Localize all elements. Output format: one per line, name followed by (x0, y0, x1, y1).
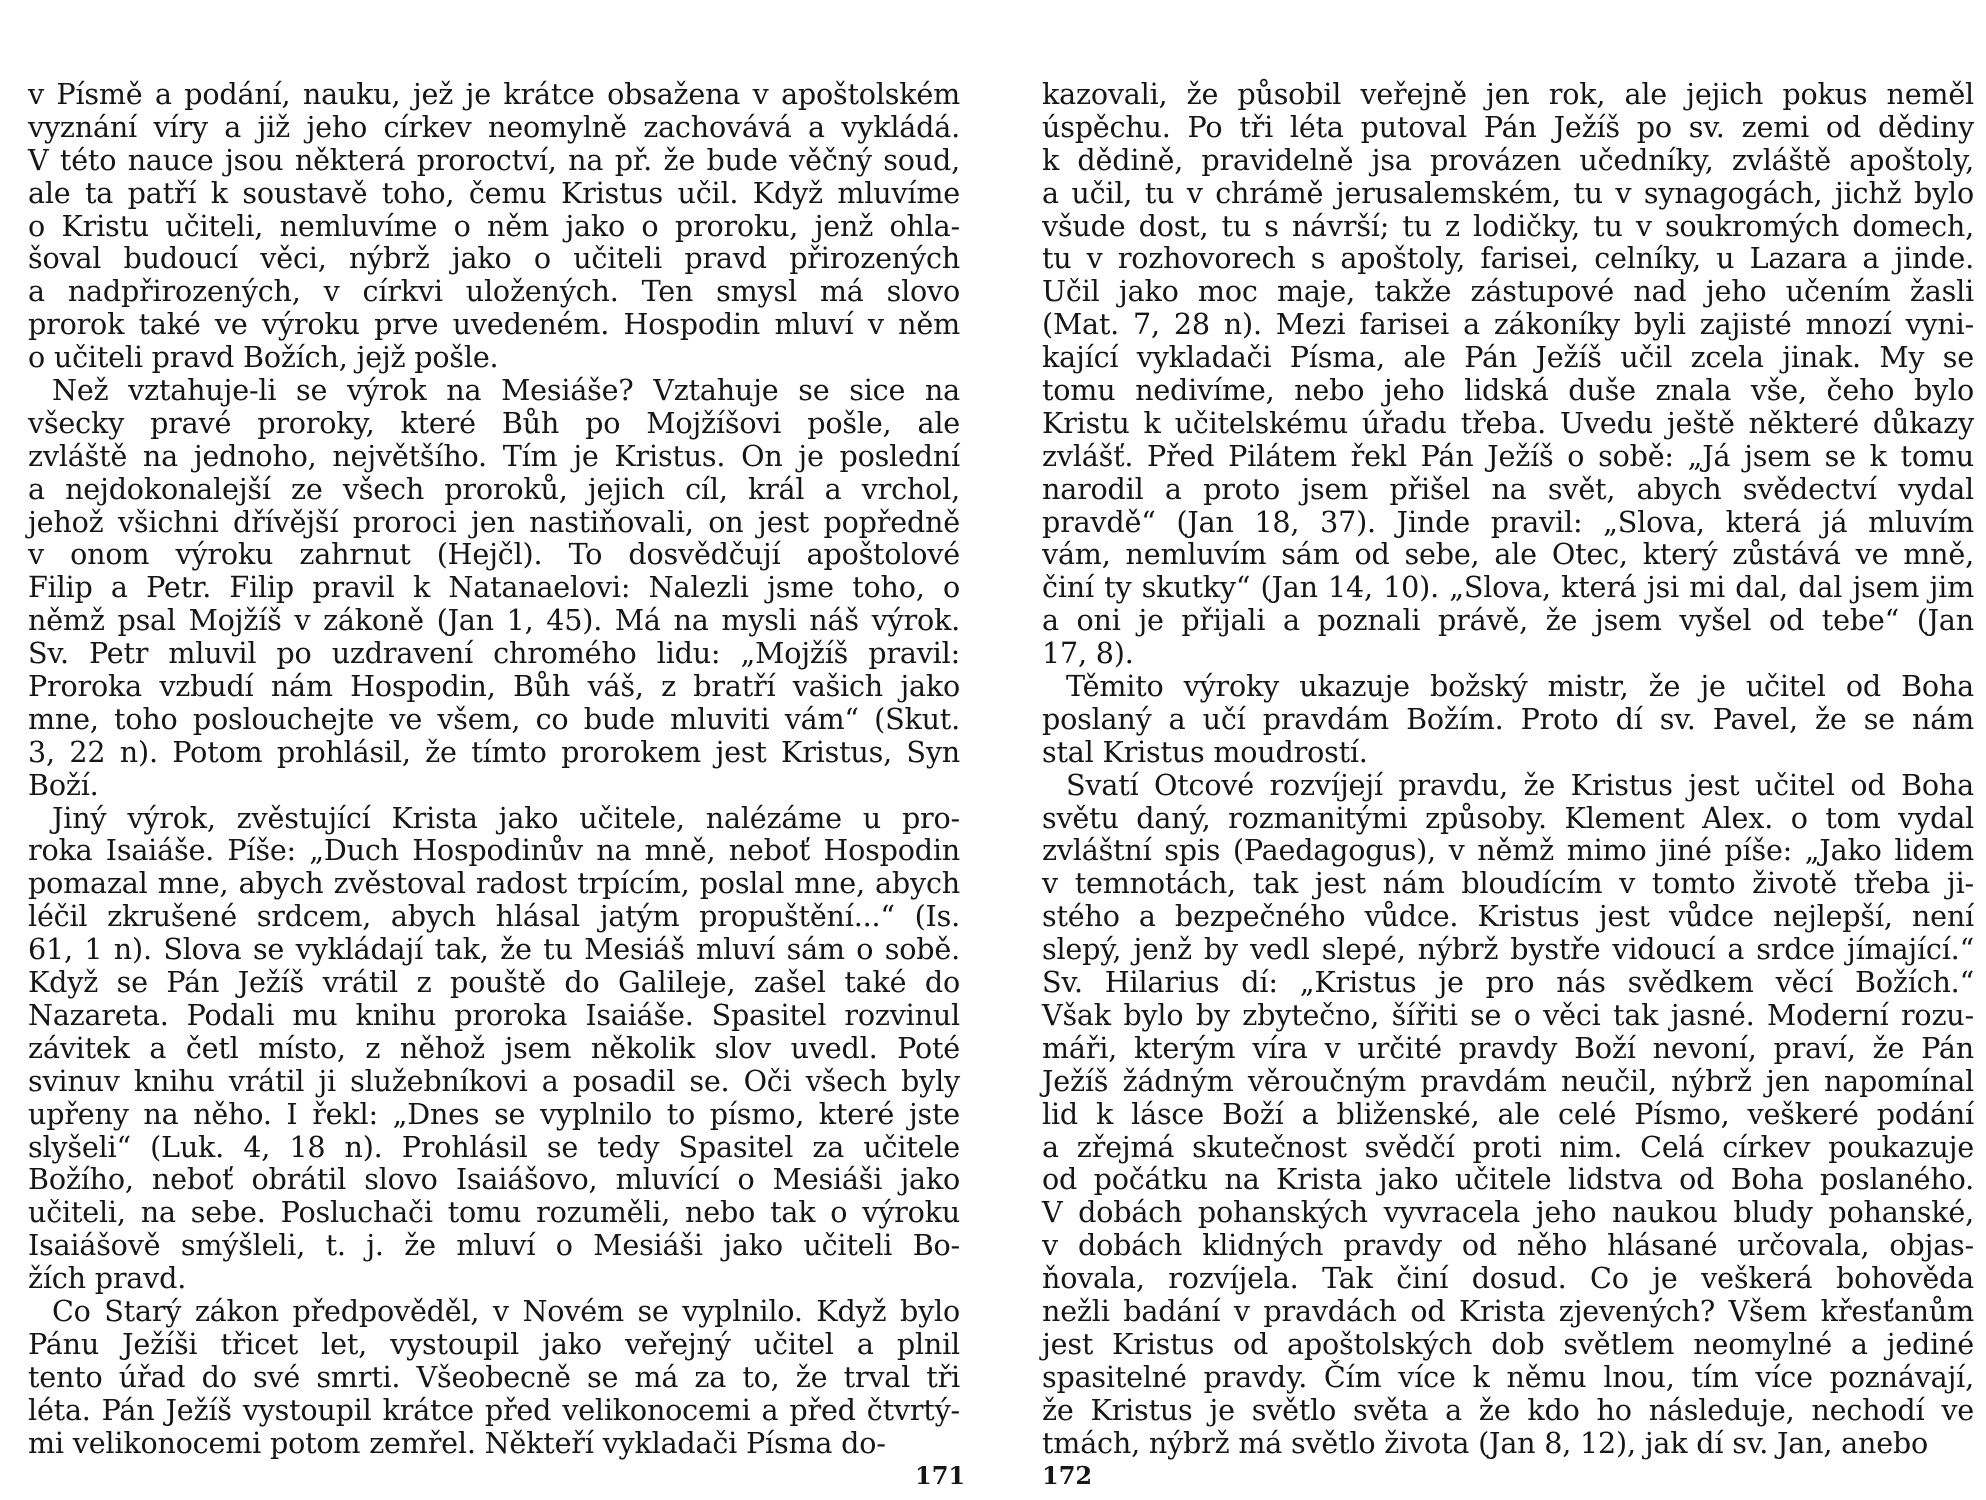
text-line: Kristu k učitelskému úřadu třeba. Uvedu ještě některé důkazy (1042, 405, 1974, 440)
text-line: Ježíš žádným věroučným pravdám neučil, nýbrž jen napomínal (1042, 1063, 1974, 1098)
text-line: Pánu Ježíši třicet let, vystoupil jako veřejný učitel a plnil (28, 1326, 960, 1361)
text-line: a nejdokonalejší ze všech proroků, jejich cíl, král a vrchol, (28, 471, 960, 506)
text-line: Jiný výrok, zvěstující Krista jako učitele, nalézáme u pro- (52, 800, 960, 835)
text-line: světu daný, rozmanitými způsoby. Klement Alex. o tom vydal (1042, 800, 1974, 835)
text-line: Sv. Hilarius dí: „Kristus je pro nás svědkem věcí Božích.“ (1042, 965, 1974, 1000)
text-line: jehož všichni dřívější proroci jen nastiňovali, on jest popředně (28, 504, 960, 539)
text-line: Co Starý zákon předpověděl, v Novém se vyplnilo. Když bylo (52, 1293, 960, 1328)
text-line: od počátku na Krista jako učitele lidstva od Boha poslaného. (1042, 1162, 1974, 1197)
text-line: máři, kterým víra v určité pravdy Boží nevoní, praví, že Pán (1042, 1030, 1974, 1065)
text-line: žích pravd. (28, 1261, 187, 1296)
text-line: Proroka vzbudí nám Hospodin, Bůh váš, z bratří vašich jako (28, 669, 960, 704)
text-line: kazovali, že působil veřejně jen rok, ale jejich pokus neměl (1042, 77, 1974, 111)
text-line: stal Kristus moudrostí. (1042, 734, 1368, 769)
text-line: Učil jako moc maje, takže zástupové nad jeho učením žasli (1042, 274, 1974, 309)
text-line: v dobách klidných pravdy od něho hlásané určovala, objas- (1042, 1228, 1974, 1263)
page-number-right: 172 (1042, 1461, 1093, 1490)
text-line: všude dost, tu s návrší; tu z lodičky, tu v soukromých domech, (1042, 208, 1974, 243)
text-line: a nadpřirozených, v církvi uložených. Ten smysl má slovo (28, 274, 960, 309)
text-line: Však bylo by zbytečno, šířiti se o věci tak jasné. Moderní rozu- (1042, 997, 1974, 1032)
text-line: činí ty skutky“ (Jan 14, 10). „Slova, která jsi mi dal, dal jsem jim (1042, 570, 1974, 605)
text-line: o učiteli pravd Božích, jejž pošle. (28, 340, 499, 375)
text-line: o Kristu učiteli, nemluvíme o něm jako o proroku, jenž ohla- (28, 208, 960, 243)
right-page (1042, 78, 1974, 1459)
text-line: zvláštní spis (Paedagogus), v němž mimo jiné píše: „Jako lidem (1042, 833, 1974, 868)
text-line: V dobách pohanských vyvracela jeho naukou bludy pohanské, (1042, 1195, 1974, 1230)
text-line: a oni je přijali a poznali právě, že jsem vyšel od tebe“ (Jan (1042, 603, 1974, 638)
text-line: a učil, tu v chrámě jerusalemském, tu v synagogách, jichž bylo (1042, 175, 1974, 210)
text-line: v Písmě a podání, nauku, jež je krátce obsažena v apoštolském (28, 77, 960, 111)
text-line: v onom výroku zahrnut (Hejčl). To dosvědčují apoštolové (28, 537, 960, 572)
text-line: mne, toho poslouchejte ve všem, co bude mluviti vám“ (Skut. (28, 701, 960, 736)
text-line: Než vztahuje-li se výrok na Mesiáše? Vztahuje se sice na (52, 373, 960, 408)
text-line: Sv. Petr mluvil po uzdravení chromého lidu: „Mojžíš pravil: (28, 636, 960, 671)
text-line: Filip a Petr. Filip pravil k Natanaelovi: Nalezli jsme toho, o (28, 570, 960, 605)
text-line: V této nauce jsou některá proroctví, na př. že bude věčný soud, (28, 142, 960, 177)
left-page (28, 78, 960, 1459)
text-line: léčil zkrušené srdcem, abych hlásal jatým propuštění...“ (Is. (28, 899, 960, 934)
text-line: stého a bezpečného vůdce. Kristus jest vůdce nejlepší, není (1042, 899, 1974, 934)
text-line: a zřejmá skutečnost svědčí proti nim. Celá církev poukazuje (1042, 1129, 1974, 1164)
text-line: spasitelné pravdy. Čím více k němu lnou, tím více poznávají, (1042, 1359, 1974, 1394)
text-line: 61, 1 n). Slova se vykládají tak, že tu Mesiáš mluví sám o sobě. (28, 932, 960, 967)
text-line: závitek a četl místo, z něhož jsem několik slov uvedl. Poté (28, 1030, 960, 1065)
text-line: lid k lásce Boží a bliženské, ale celé Písmo, veškeré podání (1042, 1096, 1974, 1131)
text-line: Isaiášově smýšleli, t. j. že mluví o Mesiáši jako učiteli Bo- (28, 1228, 960, 1263)
text-line: Když se Pán Ježíš vrátil z pouště do Galileje, zašel také do (28, 965, 960, 1000)
text-line: upřeny na něho. I řekl: „Dnes se vyplnilo to písmo, které jste (28, 1096, 960, 1131)
text-line: slepý, jenž by vedl slepé, nýbrž bystře vidoucí a srdce jímající.“ (1042, 932, 1974, 967)
text-line: tomu nedivíme, nebo jeho lidská duše znala vše, čeho bylo (1042, 373, 1974, 408)
text-line: že Kristus je světlo světa a že kdo ho následuje, nechodí ve (1042, 1392, 1974, 1427)
text-line: zvlášť. Před Pilátem řekl Pán Ježíš o sobě: „Já jsem se k tomu (1042, 438, 1974, 473)
text-line: roka Isaiáše. Píše: „Duch Hospodinův na mně, neboť Hospodin (28, 833, 960, 868)
text-line: všecky pravé proroky, které Bůh po Mojžíšovi pošle, ale (28, 405, 960, 440)
text-line: narodil a proto jsem přišel na svět, abych svědectví vydal (1042, 471, 1974, 506)
text-line: učiteli, na sebe. Posluchači tomu rozuměli, nebo tak o výroku (28, 1195, 960, 1230)
text-line: 17, 8). (1042, 636, 1134, 671)
text-line: pomazal mne, abych zvěstoval radost trpícím, poslal mne, abych (28, 866, 960, 901)
text-line: jest Kristus od apoštolských dob světlem neomylné a jediné (1042, 1326, 1974, 1361)
text-line: Boží. (28, 767, 99, 802)
text-line: (Mat. 7, 28 n). Mezi farisei a zákoníky byli zajisté mnozí vyni- (1042, 307, 1974, 342)
text-line: Těmito výroky ukazuje božský mistr, že je učitel od Boha (1066, 669, 1974, 704)
text-line: úspěchu. Po tři léta putoval Pán Ježíš po sv. zemi od dědiny (1042, 109, 1974, 144)
text-line: slyšeli“ (Luk. 4, 18 n). Prohlásil se tedy Spasitel za učitele (28, 1129, 960, 1164)
text-line: léta. Pán Ježíš vystoupil krátce před velikonocemi a před čtvrtý- (28, 1392, 960, 1427)
text-line: kající vykladači Písma, ale Pán Ježíš učil zcela jinak. My se (1042, 340, 1974, 375)
text-line: k dědině, pravidelně jsa provázen učedníky, zvláště apoštoly, (1042, 142, 1974, 177)
text-line: prorok také ve výroku prve uvedeném. Hospodin mluví v něm (28, 307, 960, 342)
text-line: vám, nemluvím sám od sebe, ale Otec, který zůstává ve mně, (1042, 537, 1974, 572)
text-line: 3, 22 n). Potom prohlásil, že tímto prorokem jest Kristus, Syn (28, 734, 960, 769)
text-line: ňovala, rozvíjela. Tak činí dosud. Co je veškerá bohověda (1042, 1261, 1974, 1296)
text-line: nežli badání v pravdách od Krista zjevených? Všem křesťanům (1042, 1293, 1974, 1328)
page-number-left: 171 (915, 1461, 966, 1490)
text-line: zvláště na jednoho, největšího. Tím je Kristus. On je poslední (28, 438, 960, 473)
text-line: němž psal Mojžíš v zákoně (Jan 1, 45). Má na mysli náš výrok. (28, 603, 960, 638)
text-line: tento úřad do své smrti. Všeobecně se má za to, že trval tři (28, 1359, 960, 1394)
text-line: svinuv knihu vrátil ji služebníkovi a posadil se. Oči všech byly (28, 1063, 960, 1098)
text-line: vyznání víry a již jeho církev neomylně zachovává a vykládá. (28, 109, 960, 144)
text-line: tu v rozhovorech s apoštoly, farisei, celníky, u Lazara a jinde. (1042, 241, 1974, 276)
text-line: Nazareta. Podali mu knihu proroka Isaiáše. Spasitel rozvinul (28, 997, 960, 1032)
text-line: šoval budoucí věci, nýbrž jako o učiteli pravd přirozených (28, 241, 960, 276)
text-line: ale ta patří k soustavě toho, čemu Kristus učil. Když mluvíme (28, 175, 960, 210)
text-line: mi velikonocemi potom zemřel. Někteří vykladači Písma do- (28, 1425, 886, 1460)
text-line: tmách, nýbrž má světlo života (Jan 8, 12), jak dí sv. Jan, anebo (1042, 1425, 1929, 1460)
text-line: v temnotách, tak jest nám bloudícím v tomto životě třeba ji- (1042, 866, 1974, 901)
text-line: poslaný a učí pravdám Božím. Proto dí sv. Pavel, že se nám (1042, 701, 1974, 736)
text-line: Božího, neboť obrátil slovo Isaiášovo, mluvící o Mesiáši jako (28, 1162, 960, 1197)
text-line: pravdě“ (Jan 18, 37). Jinde pravil: „Slova, která já mluvím (1042, 504, 1974, 539)
text-line: Svatí Otcové rozvíjejí pravdu, že Kristus jest učitel od Boha (1066, 767, 1974, 802)
